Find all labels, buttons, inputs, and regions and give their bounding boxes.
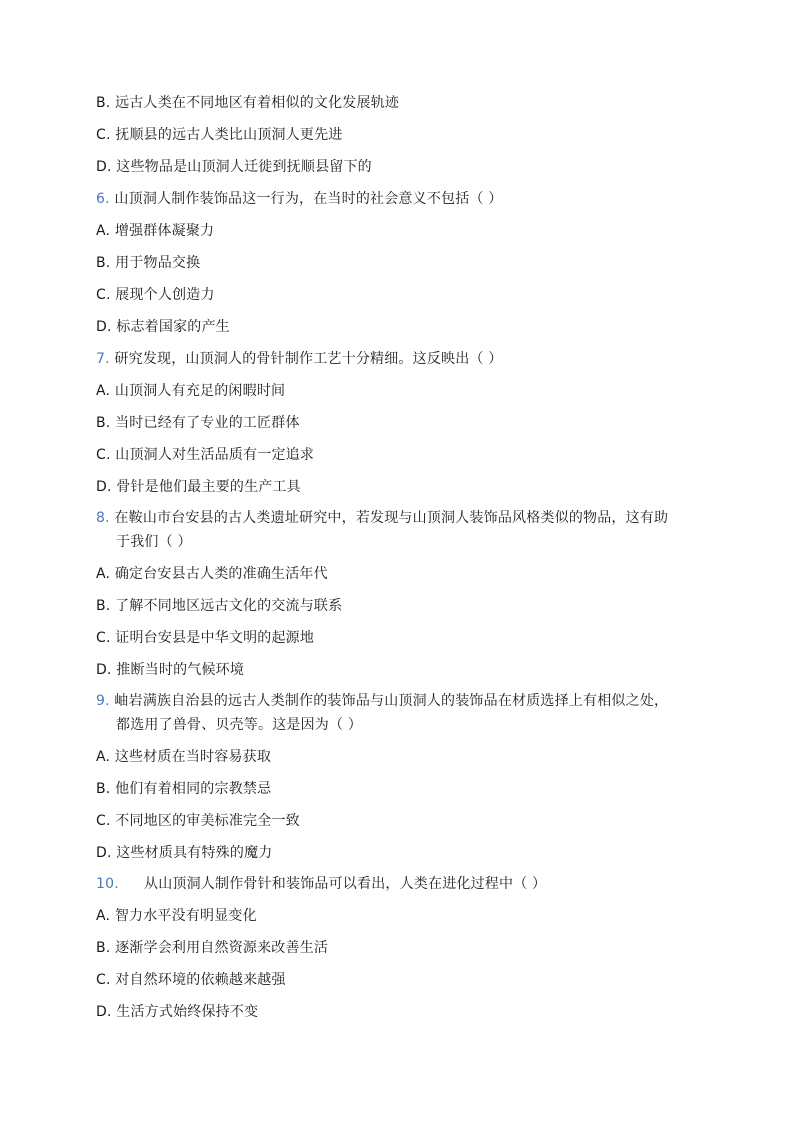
q8-number: 8. [96, 510, 110, 526]
q9-option-a: A. 这些材质在当时容易获取 [96, 749, 272, 765]
q8-stem [96, 508, 668, 528]
q9-stem [96, 691, 668, 711]
q5-option-c: C. 抚顺县的远古人类比山顶洞人更先进 [96, 127, 343, 143]
q10-option-a: A. 智力水平没有明显变化 [96, 908, 257, 924]
q6-option-a: A. 增强群体凝聚力 [96, 223, 215, 239]
q10-text: 从山顶洞人制作骨针和装饰品可以看出，人类在进化过程中（ ） [144, 876, 547, 892]
q6-option-d: D. 标志着国家的产生 [96, 319, 230, 335]
q10-option-b: B. 逐渐学会利用自然资源来改善生活 [96, 940, 329, 956]
q6-text: 山顶洞人制作装饰品这一行为，在当时的社会意义不包括（ ） [109, 191, 503, 207]
q7-option-d: D. 骨针是他们最主要的生产工具 [96, 479, 301, 495]
q8-text-line2: 于我们（ ） [116, 534, 192, 550]
q9-number: 9. [96, 693, 110, 709]
q9-text-line2: 都选用了兽骨、贝壳等。这是因为（ ） [116, 717, 363, 733]
q10-stem [96, 874, 546, 894]
q8-option-b: B. 了解不同地区远古文化的交流与联系 [96, 598, 343, 614]
q9-text-line1: 岫岩满族自治县的远古人类制作的装饰品与山顶洞人的装饰品在材质选择上有相似之处， [109, 693, 669, 709]
q6-stem [96, 189, 502, 209]
q8-option-a: A. 确定台安县古人类的准确生活年代 [96, 566, 328, 582]
q7-option-c: C. 山顶洞人对生活品质有一定追求 [96, 447, 315, 463]
q7-stem [96, 349, 502, 369]
q7-option-b: B. 当时已经有了专业的工匠群体 [96, 415, 300, 431]
q8-option-c: C. 证明台安县是中华文明的起源地 [96, 630, 315, 646]
q7-option-a: A. 山顶洞人有充足的闲暇时间 [96, 383, 286, 399]
q9-option-b: B. 他们有着相同的宗教禁忌 [96, 781, 272, 797]
q7-number: 7. [96, 351, 110, 367]
q10-option-c: C. 对自然环境的依赖越来越强 [96, 972, 286, 988]
q8-option-d: D. 推断当时的气候环境 [96, 662, 245, 678]
q10-number: 10. [96, 876, 119, 892]
q6-number: 6. [96, 191, 110, 207]
q5-option-d: D. 这些物品是山顶洞人迁徙到抚顺县留下的 [96, 159, 372, 175]
q9-option-c: C. 不同地区的审美标准完全一致 [96, 813, 300, 829]
q9-option-d: D. 这些材质具有特殊的魔力 [96, 845, 273, 861]
q5-option-b: B. 远古人类在不同地区有着相似的文化发展轨迹 [96, 95, 400, 111]
q7-text: 研究发现，山顶洞人的骨针制作工艺十分精细。这反映出（ ） [109, 351, 503, 367]
q6-option-c: C. 展现个人创造力 [96, 287, 215, 303]
q6-option-b: B. 用于物品交换 [96, 255, 201, 271]
q8-text-line1: 在鞍山市台安县的古人类遗址研究中，若发现与山顶洞人装饰品风格类似的物品，这有助 [109, 510, 669, 526]
q10-option-d: D. 生活方式始终保持不变 [96, 1004, 259, 1020]
